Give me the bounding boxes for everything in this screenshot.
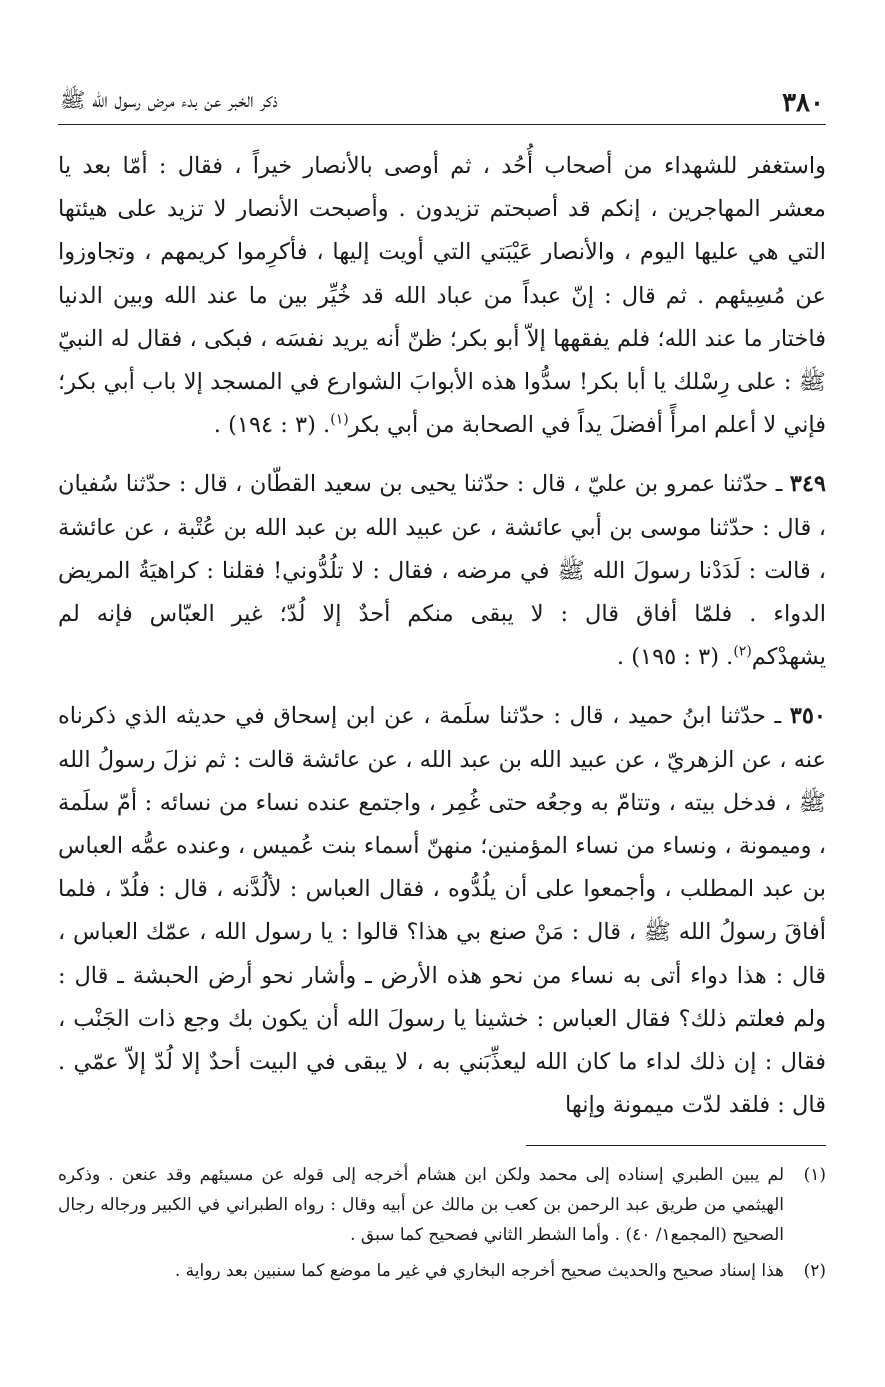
hadith-paragraph <box>58 695 826 1127</box>
footnote <box>58 1256 826 1286</box>
footnote-text: هذا إسناد صحيح والحديث صحيح أخرجه البخاري في غير ما موضع كما سنبين بعد رواية . <box>174 1261 784 1282</box>
footnote <box>58 1160 826 1250</box>
hadith-paragraph <box>58 463 826 679</box>
hadith-number: ٣٥٠ <box>789 703 826 730</box>
paragraph-text: ـ حدّثنا عمرو بن عليّ ، قال : حدّثنا يحيى بن سعيد القطّان ، قال : حدّثنا سُفيان ، قال : حدّثنا موسى بن أبي عائشة ، عن عبيد الله بن عبد الله بن عُتْبة ، عن عائشة ، قالت : لَدَدْنا رسولَ الله ﷺ في مرضه ، فقال : لا تلُدُّوني! فقلنا : كراهيَةُ المريض الدواء . فلمّا أفاق قال : لا يبقى منكم أحدٌ إلا لُدّ؛ غير العبّاس فإنه لم يشهدْكم <box>58 471 826 671</box>
book-page <box>58 78 826 1368</box>
running-header <box>58 78 826 125</box>
chapter-title: ذكر الخبر عن بدء مرض رسول الله ﷺ <box>60 88 278 112</box>
paragraph-text: ـ حدّثنا ابنُ حميد ، قال : حدّثنا سلَمة ، عن ابن إسحاق في حديثه الذي ذكرناه عنه ، عن الزهريّ ، عن عبيد الله بن عبد الله ، عن عائشة قالت : ثم نزلَ رسولُ الله ﷺ ، فدخل بيته ، وتتامّ به وجعُه حتى غُمِر ، واجتمع عنده نساء من نسائه : أمّ سلَمة ، وميمونة ، ونساء من نساء المؤمنين؛ منهنّ أسماء بنت عُميس ، وعنده عمُّه العباس بن عبد المطلب ، وأجمعوا على أن يلُدُّوه ، فقال العباس : لألُدَّنه ، قال : فلُدّ ، فلما أفاقَ رسولُ الله ﷺ ، قال : مَنْ صنع بي هذا؟ قالوا : يا رسول الله ، عمّك العباس ، قال : هذا دواء أتى به نساء من نحو هذه الأرض ـ وأشار نحو أرض الحبشة ـ قال : ولم فعلتم ذلك؟ فقال العباس : خشينا يا رسولَ الله أن يكون بك وجع ذات الجَنْب ، فقال : إن ذلك لداء ما كان الله ليعذِّبَني به ، لا يبقى في البيت أحدٌ إلا لُدّ إلاّ عمّي . قال : فلقد لدّت ميمونة وإنها <box>58 703 826 1119</box>
paragraph-text: واستغفر للشهداء من أصحاب أُحُد ، ثم أوصى بالأنصار خيراً ، فقال : أمّا بعد يا معشر المهاجرين ، إنكم قد أصبحتم تزيدون . وأصبحت الأنصار لا تزيد على هيئتها التي هي عليها اليوم ، والأنصار عَيْبَتي التي أويت إليها ، فأكرِموا كريمهم ، وتجاوزوا عن مُسِيئهم . ثم قال : إنّ عبداً من عباد الله قد خُيِّر بين ما عند الله وبين الدنيا فاختار ما عند الله؛ فلم يفقهها إلاّ أبو بكر؛ ظنّ أنه يريد نفسَه ، فبكى ، فقال له النبيّ ﷺ : على رِسْلك يا أبا بكر! سدُّوا هذه الأبوابَ الشوارع في المسجد إلا باب أبي بكر؛ فإني لا أعلم امرأً أفضلَ يداً في الصحابة من أبي بكر <box>58 153 826 439</box>
main-text <box>58 145 826 1127</box>
citation: . (٣ : ١٩٥) . <box>616 644 734 671</box>
footnote-reference: (١) <box>330 411 349 428</box>
footnote-number: (٢) <box>803 1261 826 1282</box>
footnotes <box>58 1160 826 1286</box>
hadith-number: ٣٤٩ <box>789 471 826 498</box>
footnote-number: (١) <box>803 1165 826 1186</box>
footnote-text: لم يبين الطبري إسناده إلى محمد ولكن ابن هشام أخرجه إلى قوله عن مسيئهم وقد عنعن . وذكره الهيثمي من طريق عبد الرحمن بن كعب بن مالك عن أبيه وقال : رواه الطبراني في الكبير ورجاله رجال الصحيح (المجمع١/ ٤٠) . وأما الشطر الثاني فصحيح كما سبق . <box>58 1165 784 1246</box>
page-number: ٣٨٠ <box>782 88 824 118</box>
footnote-reference: (٢) <box>733 643 752 660</box>
citation: . (٣ : ١٩٤) . <box>213 412 331 439</box>
paragraph <box>58 145 826 447</box>
footnote-divider <box>526 1145 826 1146</box>
